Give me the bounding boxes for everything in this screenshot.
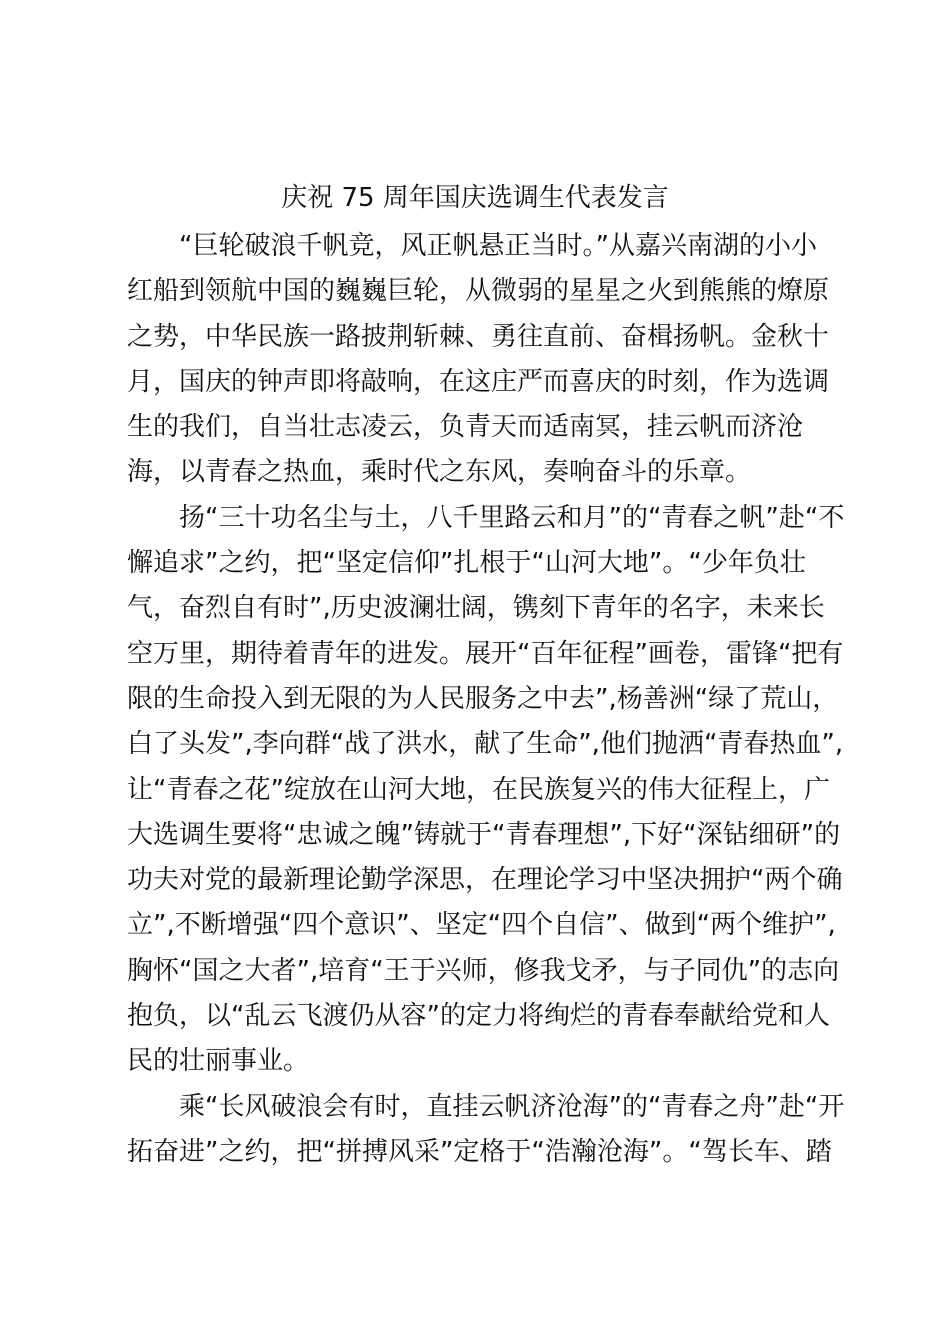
text-line: 生的我们，自当壮志凌云，负青天而适南冥，挂云帆而济沧 (127, 412, 804, 443)
text-line: 抱负，以“乱云飞渡仍从容”的定力将绚烂的青春奉献给党和人 (127, 1001, 830, 1032)
text-line: 扬“三十功名尘与土，八千里路云和月”的“青春之帆”赴“不 (179, 502, 845, 533)
text-line: 懈追求”之约，把“坚定信仰”扎根于“山河大地”。“少年负壮 (127, 548, 806, 579)
document-body (127, 224, 845, 1175)
text-line: “巨轮破浪千帆竞，风正帆悬正当时。”从嘉兴南湖的小小 (179, 231, 817, 261)
text-line: 气，奋烈自有时”,历史波澜壮阔，镌刻下青年的名字，未来长 (127, 593, 825, 624)
paragraph-2 (127, 496, 845, 1085)
text-line: 功夫对党的最新理论勤学深思，在理论学习中坚决拥护“两个确 (127, 865, 843, 896)
text-line: 红船到领航中国的巍巍巨轮，从微弱的星星之火到熊熊的燎原 (127, 276, 830, 307)
document-title: 庆祝 75 周年国庆选调生代表发言 (281, 183, 669, 213)
text-line: 让“青春之花”绽放在山河大地，在民族复兴的伟大征程上，广 (127, 774, 830, 805)
text-line: 民的壮丽事业。 (127, 1046, 310, 1077)
paragraph-1 (127, 224, 833, 496)
text-line: 海，以青春之热血，乘时代之东风，奏响奋斗的乐章。 (127, 457, 752, 488)
text-line: 立”,不断增强“四个意识”、坚定“四个自信”、做到“两个维护”, (127, 910, 836, 941)
text-line: 限的生命投入到无限的为人民服务之中去”,杨善洲“绿了荒山， (127, 683, 839, 714)
text-line: 之势，中华民族一路披荆斩棘、勇往直前、奋楫扬帆。金秋十 (127, 321, 830, 352)
text-line: 空万里，期待着青年的进发。展开“百年征程”画卷，雷锋“把有 (127, 638, 844, 669)
text-line: 大选调生要将“忠诚之魄”铸就于“青春理想”,下好“深钻细研”的 (127, 819, 841, 850)
text-line: 乘“长风破浪会有时，直挂云帆济沧海”的“青春之舟”赴“开 (179, 1091, 845, 1122)
text-line: 拓奋进”之约，把“拼搏风采”定格于“浩瀚沧海”。“驾长车、踏 (127, 1136, 832, 1167)
paragraph-3 (127, 1085, 845, 1176)
text-line: 月，国庆的钟声即将敲响，在这庄严而喜庆的时刻，作为选调 (127, 366, 830, 397)
text-line: 胸怀“国之大者”,培育“王于兴师，修我戈矛，与子同仇”的志向 (127, 955, 840, 986)
text-line: 白了头发”,李向群“战了洪水，献了生命”,他们抛洒“青春热血”, (127, 729, 844, 760)
